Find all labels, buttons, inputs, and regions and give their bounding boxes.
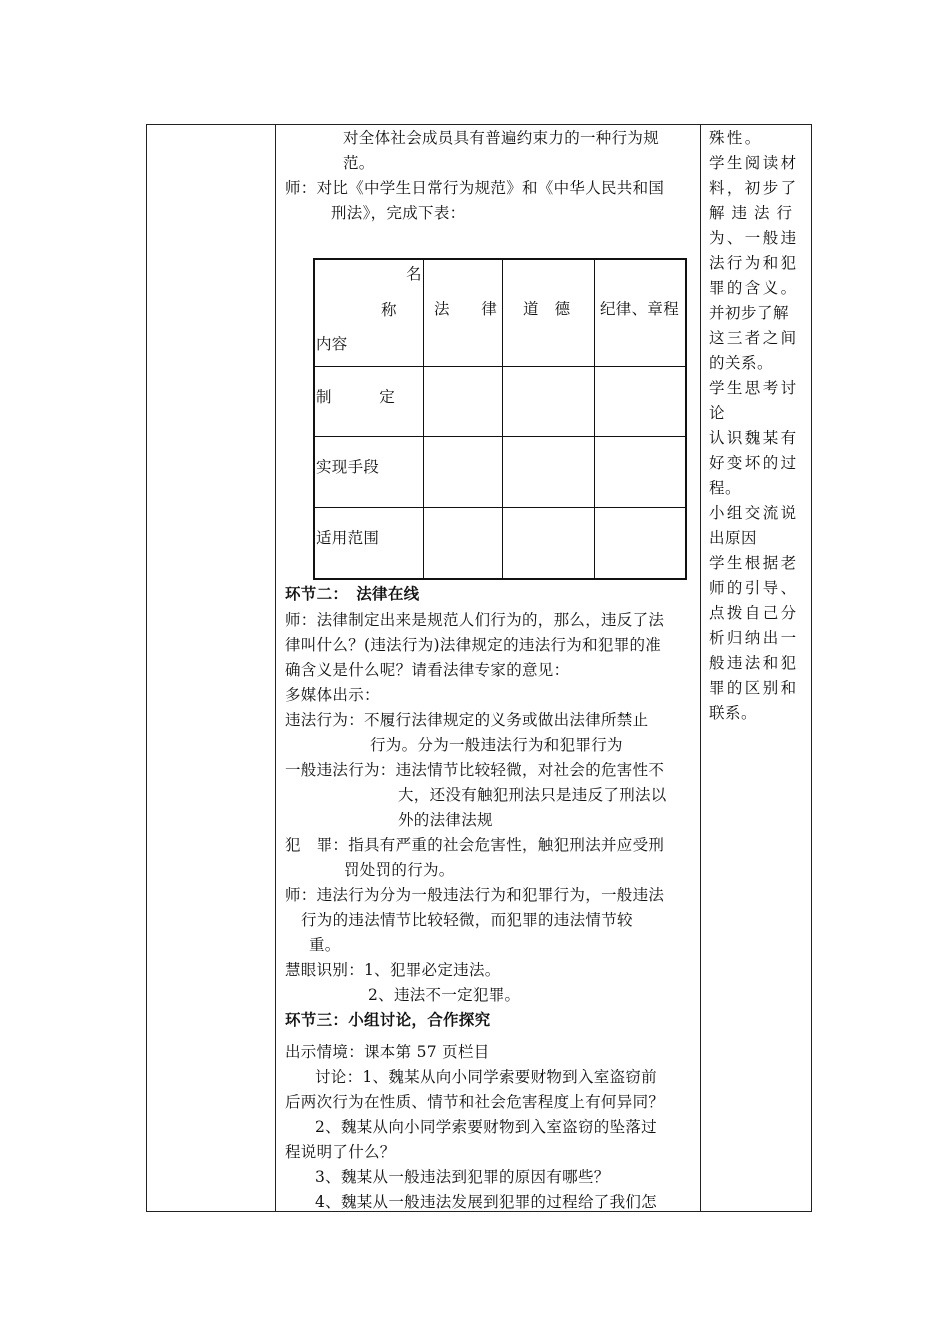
text-line: 师：对比《中学生日常行为规范》和《中华人民共和国 [285,179,665,197]
row-header-means: 实现手段 [316,458,380,476]
note-line: 程。 [709,479,742,497]
text-line: 律叫什么？(违法行为)法律规定的违法行为和犯罪的准 [285,636,662,654]
column-header-rules: 纪律、章程 [600,300,680,318]
text-line: 刑法》，完成下表： [331,204,466,222]
note-line: 析归纳出一 [709,629,799,647]
note-line: 为、一般违 [709,229,799,247]
text-line: 多媒体出示： [285,686,380,704]
text-line: 外的法律法规 [398,811,493,829]
column-divider-1 [275,124,276,1212]
note-line: 解违法行 [709,204,800,222]
text-line: 后两次行为在性质、情节和社会危害程度上有何异同？ [285,1093,665,1111]
note-line: 法行为和犯 [709,254,799,272]
note-line: 论 [709,404,727,422]
column-divider-2 [700,124,701,1212]
note-line: 学生根据老 [709,554,799,572]
text-line: 3、魏某从一般违法到犯罪的原因有哪些？ [315,1168,610,1186]
header-content-label: 内容 [316,335,348,353]
text-line: 师：法律制定出来是规范人们行为的，那么，违反了法 [285,611,665,629]
note-line: 出原因 [709,529,758,547]
note-line: 并初步了解 [709,304,790,322]
header-name-char: 名 [406,265,422,283]
text-line: 2、魏某从向小同学索要财物到入室盗窃的坠落过 [315,1118,657,1136]
section-heading: 环节三：小组讨论，合作探究 [285,1011,491,1029]
note-line: 殊性。 [709,129,763,147]
text-line: 对全体社会成员具有普遍约束力的一种行为规 [343,129,660,147]
text-line: 师：违法行为分为一般违法行为和犯罪行为，一般违法 [285,886,665,904]
note-line: 料，初步了 [709,179,799,197]
text-line: 重。 [309,936,341,954]
column-header-morality: 道 德 [523,300,571,318]
table-row-divider [315,436,685,437]
text-line: 违法行为：不履行法律规定的义务或做出法律所禁止 [285,711,649,729]
text-line: 慧眼识别：1、犯罪必定违法。 [285,961,501,979]
text-line: 大，还没有触犯刑法只是违反了刑法以 [398,786,667,804]
note-line: 罪的含义。 [709,279,799,297]
note-line: 联系。 [709,704,758,722]
note-line: 的关系。 [709,354,774,372]
text-line: 行为。分为一般违法行为和犯罪行为 [370,736,623,754]
column-header-law: 法 律 [434,300,498,318]
text-line: 出示情境：课本第 57 页栏目 [285,1043,490,1061]
note-line: 般违法和犯 [709,654,799,672]
section-heading: 环节二： 法律在线 [285,585,420,603]
table-col-divider [502,260,503,578]
text-line: 犯 罪：指具有严重的社会危害性，触犯刑法并应受刑 [285,836,665,854]
note-line: 罪的区别和 [709,679,799,697]
table-row-divider [315,507,685,508]
table-row-divider [315,366,685,367]
note-line: 点拨自己分 [709,604,799,622]
row-header-scope: 适用范围 [316,529,380,547]
note-line: 学生思考讨 [709,379,799,397]
table-col-divider [594,260,595,578]
text-line: 行为的违法情节比较轻微，而犯罪的违法情节较 [301,911,633,929]
note-line: 这三者之间 [709,329,799,347]
text-line: 讨论：1、魏某从向小同学索要财物到入室盗窃前 [315,1068,657,1086]
text-line: 确含义是什么呢？请看法律专家的意见： [285,661,570,679]
row-header-formulation: 制 定 [316,388,396,406]
note-line: 师的引导、 [709,579,799,597]
note-line: 好变坏的过 [709,454,799,472]
text-line: 罚处罚的行为。 [344,861,455,879]
header-cheng-char: 称 [381,301,397,319]
note-line: 学生阅读材 [709,154,799,172]
text-line: 4、魏某从一般违法发展到犯罪的过程给了我们怎 [315,1193,657,1211]
note-line: 小组交流说 [709,504,799,522]
text-line: 程说明了什么？ [285,1143,396,1161]
text-line: 范。 [343,154,375,172]
note-line: 认识魏某有 [709,429,799,447]
text-line: 一般违法行为：违法情节比较轻微，对社会的危害性不 [285,761,665,779]
table-col-divider [423,260,424,578]
text-line: 2、违法不一定犯罪。 [368,986,521,1004]
